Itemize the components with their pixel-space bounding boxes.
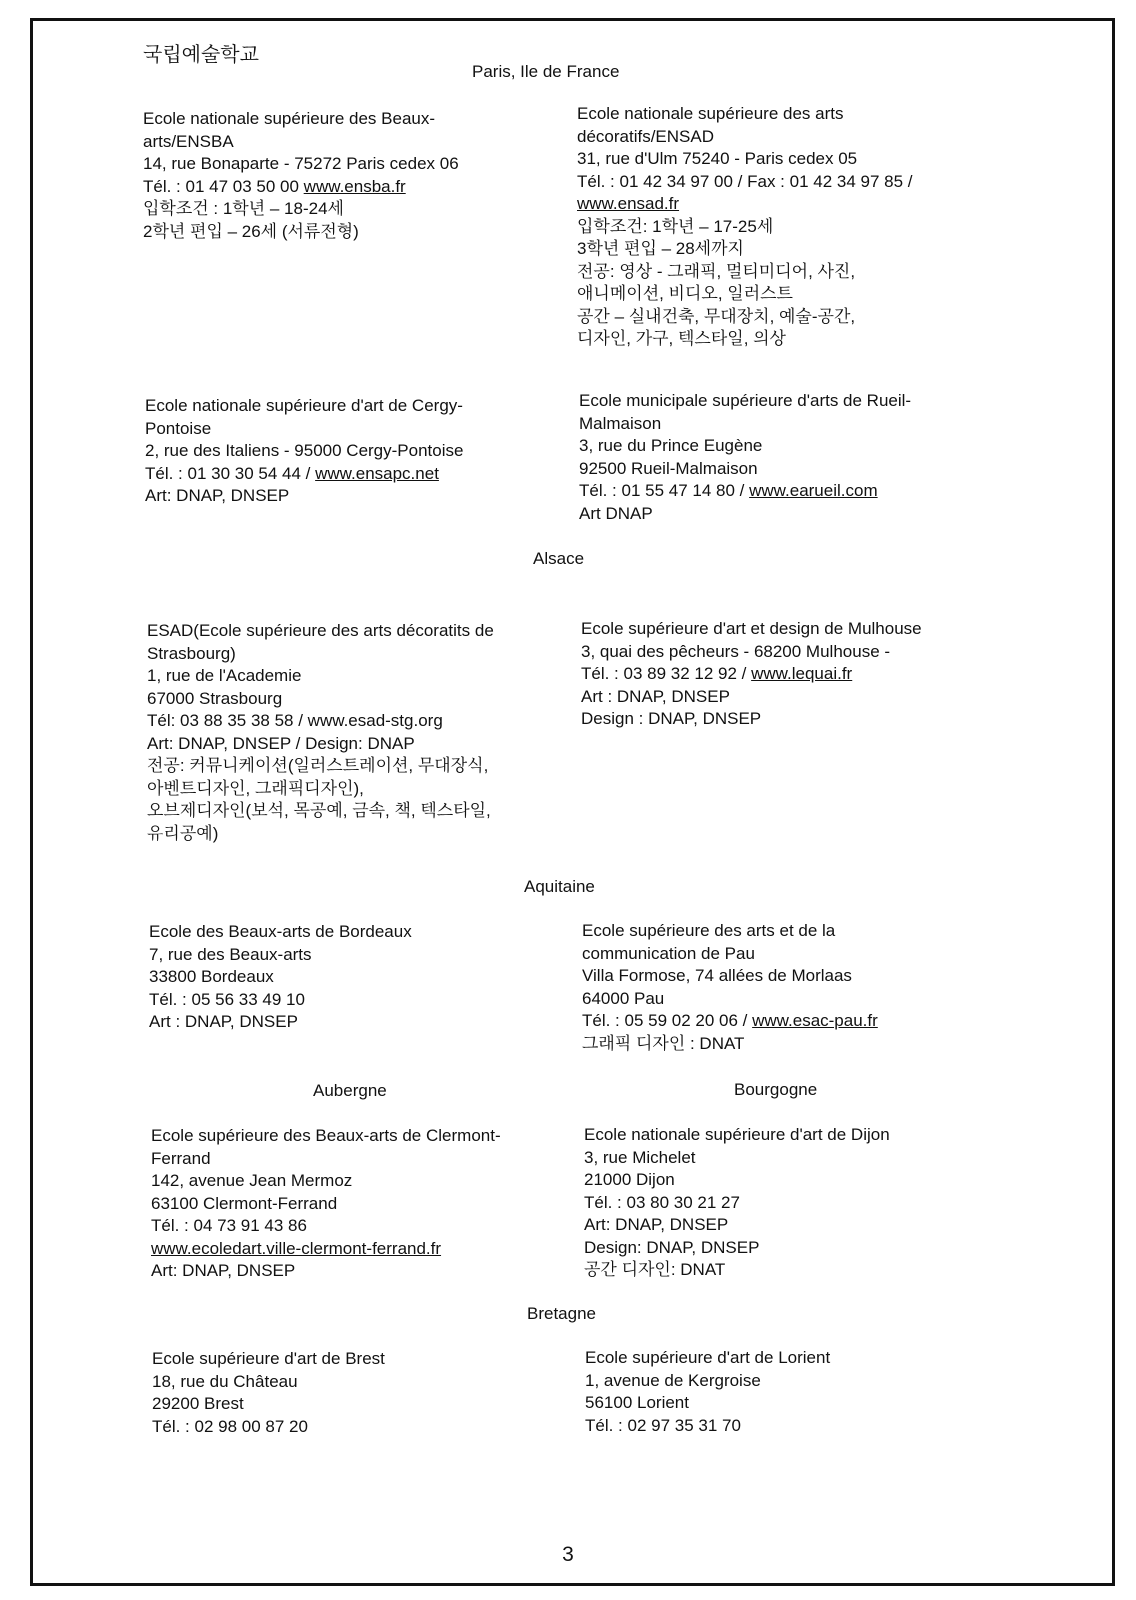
school-ensba [143,108,563,243]
phone-line: Tél. : 02 98 00 87 20 [152,1416,308,1436]
document-title: 국립예술학교 [143,44,259,66]
address-line: 3, quai des pêcheurs - 68200 Mulhouse - [581,641,891,661]
school-name-cont: Pontoise [145,418,212,438]
website-link[interactable]: www.ecoledart.ville-clermont-ferrand.fr [151,1238,442,1258]
degree-line: Art: DNAP, DNSEP / Design: DNAP [147,733,415,753]
phone-text: Tél. : 03 89 32 12 92 / [581,664,752,683]
address-line: 29200 Brest [152,1394,244,1413]
phone-line [145,463,565,486]
admission-line: 입학조건 : 1학년 – 18-24세 [143,199,344,218]
phone-line [579,480,1019,503]
website-link[interactable]: www.lequai.fr [751,664,853,683]
phone-line: Tél: 03 88 35 38 58 / www.esad-stg.org [147,711,443,730]
school-name: Ecole supérieure d'art de Lorient [585,1348,831,1367]
address-line: 63100 Clermont-Ferrand [151,1193,338,1213]
website-link[interactable]: www.ensapc.net [315,463,439,483]
address-line: 2, rue des Italiens - 95000 Cergy-Pontoise [145,441,464,460]
page-number: 3 [562,1543,574,1566]
school-name: Ecole nationale supérieure d'art de Dijon [584,1125,890,1144]
address-line: 1, rue de l'Academie [147,666,302,685]
phone-line [582,1010,1022,1033]
admission-line: 3학년 편입 – 28세까지 [577,239,744,258]
address-line: Villa Formose, 74 allées de Morlaas [582,966,852,985]
major-line: 아벤트디자인, 그래픽디자인), [147,778,364,798]
website-link[interactable]: www.ensba.fr [303,176,406,196]
school-bordeaux [149,921,569,1034]
school-name: Ecole supérieure des arts et de la [582,921,836,940]
school-ensad [577,103,1017,351]
website-link[interactable]: www.ensad.fr [577,194,680,213]
address-line: 3, rue Michelet [584,1147,696,1167]
school-name: Ecole nationale supérieure d'art de Cergy- [145,396,463,415]
phone-line: Tél. : 03 80 30 21 27 [584,1192,740,1212]
phone-text: Tél. : 01 55 47 14 80 / [579,481,750,500]
region-heading-bourgogne: Bourgogne [734,1080,818,1099]
phone-text: Tél. : 05 59 02 20 06 / [582,1011,753,1030]
phone-text: Tél. : 01 30 30 54 44 / [145,463,316,483]
phone-line [143,176,563,199]
school-dijon [584,1124,1024,1282]
school-name-cont: Strasbourg) [147,643,236,663]
school-lorient [585,1347,1025,1437]
school-cergy [145,395,565,508]
region-heading-aquitaine: Aquitaine [524,877,595,896]
address-line: 67000 Strasbourg [147,688,283,708]
region-heading-paris: Paris, Ile de France [472,62,620,81]
region-heading-aubergne: Aubergne [313,1081,387,1100]
website-link[interactable]: www.earueil.com [749,481,878,500]
address-line: 31, rue d'Ulm 75240 - Paris cedex 05 [577,149,858,168]
degree-line: Art : DNAP, DNSEP [581,686,730,706]
phone-line: Tél. : 01 42 34 97 00 / Fax : 01 42 34 97 85 / [577,171,913,191]
school-name-cont: décoratifs/ENSAD [577,126,714,146]
school-name: Ecole supérieure d'art de Brest [152,1349,385,1368]
phone-line [581,663,1021,686]
major-line: 전공: 커뮤니케이션(일러스트레이션, 무대장식, [147,756,489,775]
region-heading-alsace: Alsace [533,549,585,568]
school-name: Ecole nationale supérieure des Beaux- [143,109,436,128]
school-name: Ecole supérieure d'art et design de Mulhouse [581,619,922,638]
address-line: 3, rue du Prince Eugène [579,436,763,455]
degree-line: Art : DNAP, DNSEP [149,1012,298,1031]
phone-line: Tél. : 02 97 35 31 70 [585,1415,741,1435]
school-pau [582,920,1022,1055]
school-brest [152,1348,572,1438]
degree-line: Art DNAP [579,503,653,523]
address-line: 142, avenue Jean Mermoz [151,1171,353,1190]
school-clermont [151,1125,571,1283]
website-link[interactable]: www.esac-pau.fr [752,1011,878,1030]
address-line: 92500 Rueil-Malmaison [579,458,758,478]
address-line: 56100 Lorient [585,1393,689,1412]
phone-line: Tél. : 04 73 91 43 86 [151,1216,307,1235]
address-line: 7, rue des Beaux-arts [149,944,312,964]
address-line: 21000 Dijon [584,1170,675,1189]
school-strasbourg [147,620,567,845]
degree-line: Art: DNAP, DNSEP [145,486,290,505]
school-rueil [579,390,1019,525]
address-line: 64000 Pau [582,988,665,1008]
major-line: 공간 – 실내건축, 무대장치, 예술-공간, [577,306,856,326]
address-line: 14, rue Bonaparte - 75272 Paris cedex 06 [143,154,459,173]
school-name-cont: communication de Pau [582,943,755,963]
school-name: ESAD(Ecole supérieure des arts décoratits de [147,621,494,640]
school-name: Ecole nationale supérieure des arts [577,104,844,123]
address-line: 33800 Bordeaux [149,967,274,986]
major-line: 유리공예) [147,823,219,843]
degree-line: Art: DNAP, DNSEP [584,1215,729,1234]
school-mulhouse [581,618,1021,731]
degree-line: 그래픽 디자인 : DNAT [582,1033,745,1053]
major-line: 오브제디자인(보석, 목공예, 금속, 책, 텍스타일, [147,801,491,820]
phone-line: Tél. : 05 56 33 49 10 [149,989,305,1009]
school-name: Ecole des Beaux-arts de Bordeaux [149,922,412,941]
major-line: 전공: 영상 - 그래픽, 멀티미디어, 사진, [577,261,856,281]
admission-line: 2학년 편입 – 26세 (서류전형) [143,221,359,241]
school-name-cont: Malmaison [579,413,662,433]
degree-line: Design : DNAP, DNSEP [581,709,762,728]
admission-line: 입학조건: 1학년 – 17-25세 [577,216,774,236]
address-line: 1, avenue de Kergroise [585,1370,761,1390]
degree-line: Design: DNAP, DNSEP [584,1237,760,1257]
school-name: Ecole municipale supérieure d'arts de Rueil- [579,391,912,410]
major-line: 디자인, 가구, 텍스타일, 의상 [577,329,786,348]
school-name-cont: arts/ENSBA [143,131,234,151]
region-heading-bretagne: Bretagne [527,1304,596,1323]
degree-line: 공간 디자인: DNAT [584,1260,726,1279]
phone-text: Tél. : 01 47 03 50 00 [143,176,304,196]
major-line: 애니메이션, 비디오, 일러스트 [577,284,793,303]
address-line: 18, rue du Château [152,1371,298,1391]
degree-line: Art: DNAP, DNSEP [151,1261,296,1280]
school-name: Ecole supérieure des Beaux-arts de Clermont- [151,1126,501,1145]
school-name-cont: Ferrand [151,1148,211,1168]
